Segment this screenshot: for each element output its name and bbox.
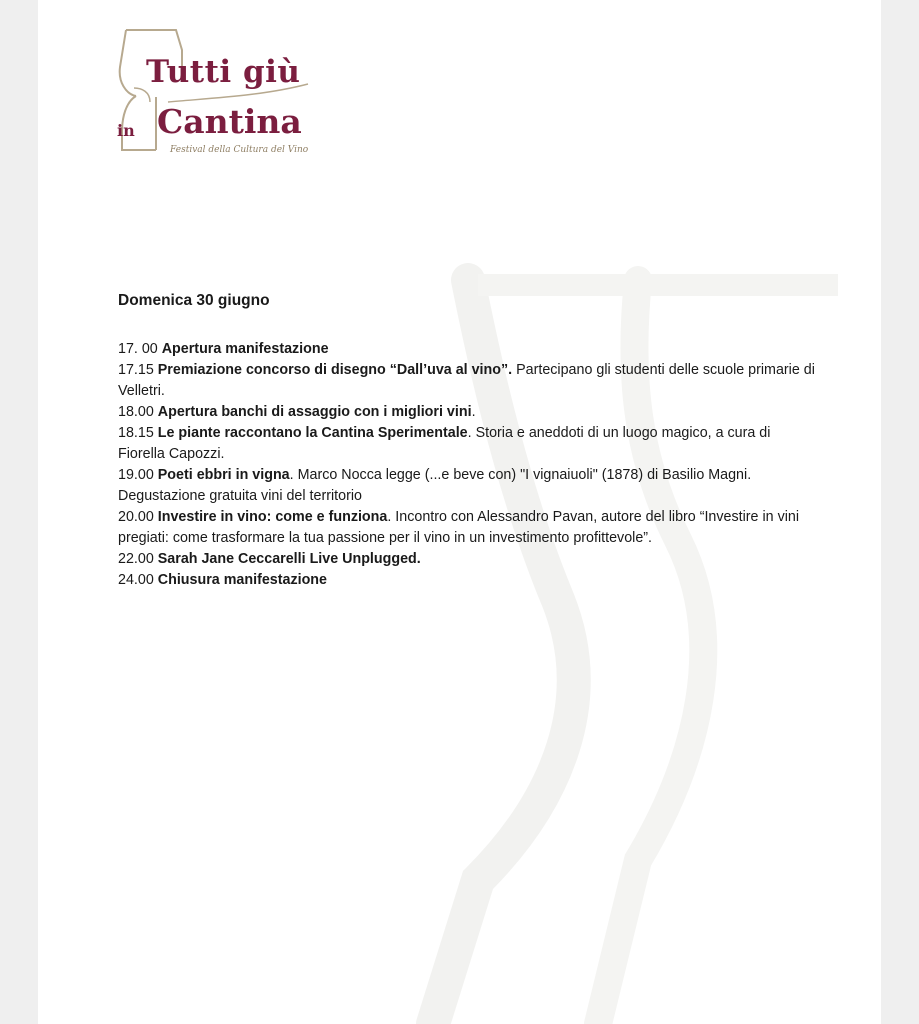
event-time: 18.00 (118, 404, 154, 420)
event-time: 24.00 (118, 572, 154, 588)
logo-title: Tutti giù (146, 54, 301, 90)
event-item (118, 570, 818, 591)
event-item (118, 507, 818, 549)
event-description: . Marco Nocca legge (...e beve con) "I vignaiuoli" (1878) di Basilio Magni. Degustazione gratuita vini del territorio (118, 467, 752, 504)
event-description: . (471, 404, 476, 420)
event-item (118, 549, 818, 570)
festival-logo (112, 22, 312, 157)
event-description: . Storia e aneddoti di un luogo magico, a cura di Fiorella Capozzi. (118, 425, 771, 462)
event-item (118, 339, 818, 360)
event-item (118, 465, 818, 507)
event-title: Apertura manifestazione (161, 341, 329, 357)
event-item (118, 423, 818, 465)
event-title: Sarah Jane Ceccarelli Live Unplugged. (157, 551, 421, 567)
event-title: Investire in vino: come e funziona (157, 509, 388, 525)
event-title: Chiusura manifestazione (157, 572, 327, 588)
logo-in: in (117, 121, 135, 140)
event-time: 17.15 (118, 362, 154, 378)
event-time: 20.00 (118, 509, 154, 525)
event-title: Poeti ebbri in vigna (157, 467, 290, 483)
program-content (118, 290, 818, 591)
event-title: Apertura banchi di assaggio con i migliori vini (157, 404, 472, 420)
event-time: 17. 00 (118, 341, 158, 357)
event-time: 18.15 (118, 425, 154, 441)
event-title: Le piante raccontano la Cantina Sperimentale (157, 425, 468, 441)
event-description: Partecipano gli studenti delle scuole primarie di Velletri. (118, 362, 815, 399)
event-title: Premiazione concorso di disegno “Dall’uva al vino”. (157, 362, 513, 378)
event-item (118, 402, 818, 423)
day-title: Domenica 30 giugno (118, 292, 270, 309)
event-item (118, 360, 818, 402)
logo-subtitle: Festival della Cultura del Vino (170, 145, 309, 155)
event-description: . Incontro con Alessandro Pavan, autore del libro “Investire in vini pregiati: come trasformare la tua passione per il vino in un investimento profittevole”. (118, 509, 800, 546)
event-time: 22.00 (118, 551, 154, 567)
document-page (38, 0, 881, 1024)
logo-cantina: Cantina (157, 102, 302, 141)
event-time: 19.00 (118, 467, 154, 483)
